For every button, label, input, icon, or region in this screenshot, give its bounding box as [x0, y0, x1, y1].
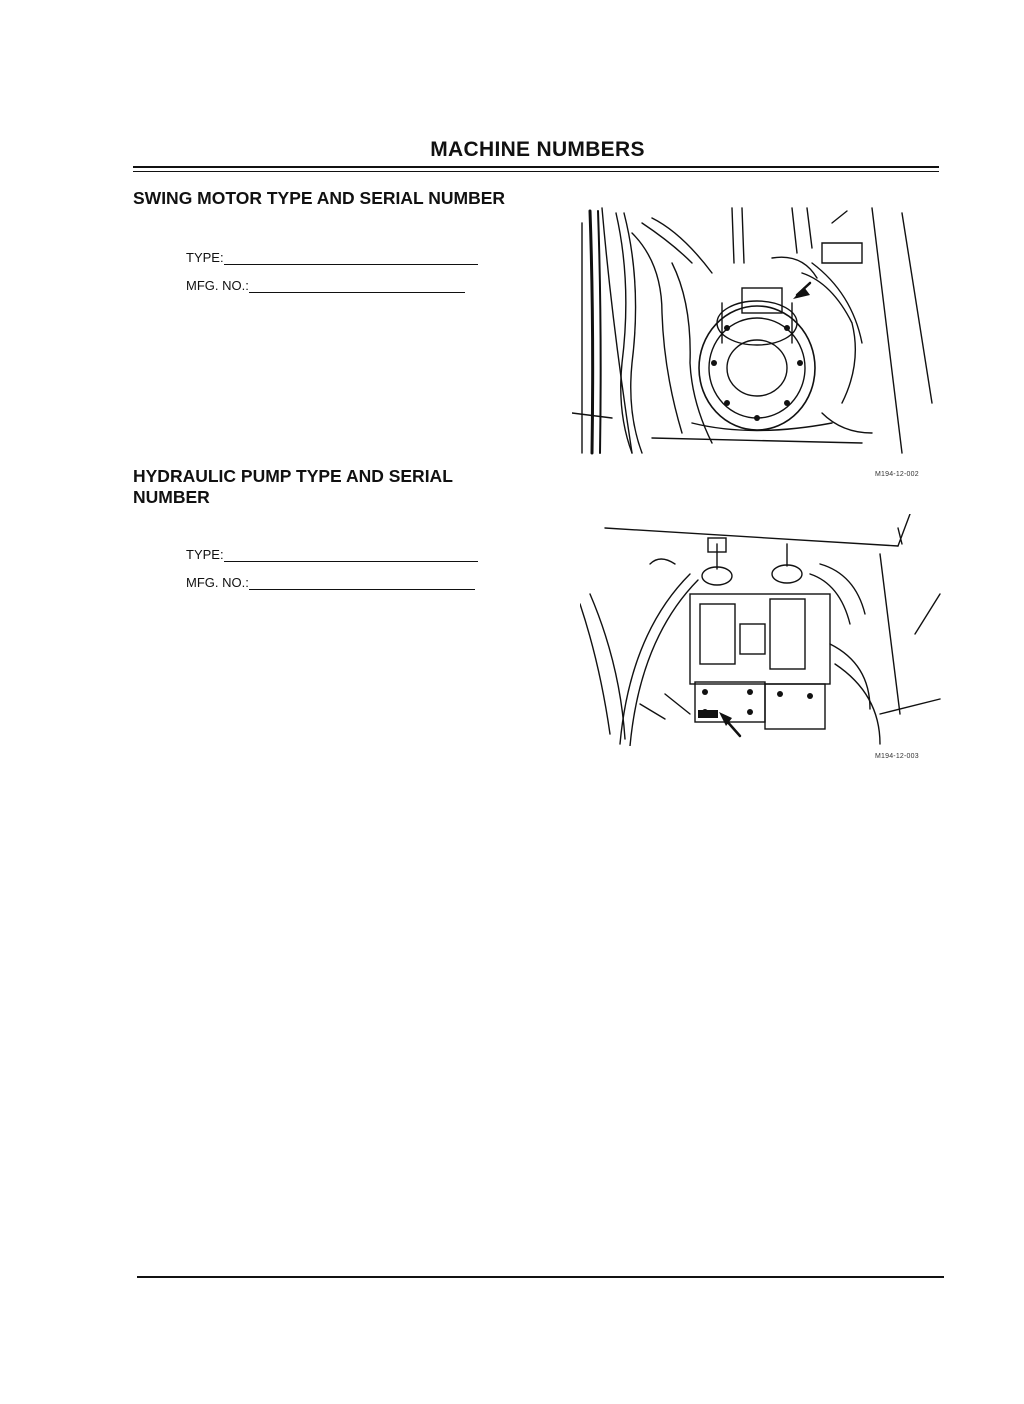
swing-motor-illustration	[572, 203, 938, 457]
swing-motor-type-blank[interactable]	[224, 252, 478, 265]
swing-motor-mfg-row	[186, 278, 465, 293]
swing-motor-type-label: TYPE:	[186, 250, 224, 265]
hydraulic-pump-mfg-blank[interactable]	[249, 577, 475, 590]
hydraulic-pump-type-label: TYPE:	[186, 547, 224, 562]
hydraulic-pump-heading-line1: HYDRAULIC PUMP TYPE AND SERIAL	[133, 466, 453, 486]
hydraulic-pump-type-row	[186, 547, 478, 562]
swing-motor-heading: SWING MOTOR TYPE AND SERIAL NUMBER	[133, 188, 506, 208]
swing-motor-mfg-label: MFG. NO.:	[186, 278, 249, 293]
hydraulic-pump-figure-code: M194-12-003	[875, 753, 919, 760]
swing-motor-mfg-blank[interactable]	[249, 280, 465, 293]
hydraulic-pump-type-blank[interactable]	[224, 549, 478, 562]
swing-motor-figure-code: M194-12-002	[875, 471, 919, 478]
hydraulic-pump-mfg-row	[186, 575, 475, 590]
header-rule-thin	[133, 171, 939, 172]
page-title: MACHINE NUMBERS	[430, 138, 645, 161]
header-rule-thick	[133, 166, 939, 168]
hydraulic-pump-illustration	[580, 514, 942, 746]
hydraulic-pump-heading-line2: NUMBER	[133, 487, 210, 507]
swing-motor-type-row	[186, 250, 478, 265]
footer-rule	[137, 1276, 944, 1278]
hydraulic-pump-heading	[133, 466, 453, 508]
hydraulic-pump-mfg-label: MFG. NO.:	[186, 575, 249, 590]
